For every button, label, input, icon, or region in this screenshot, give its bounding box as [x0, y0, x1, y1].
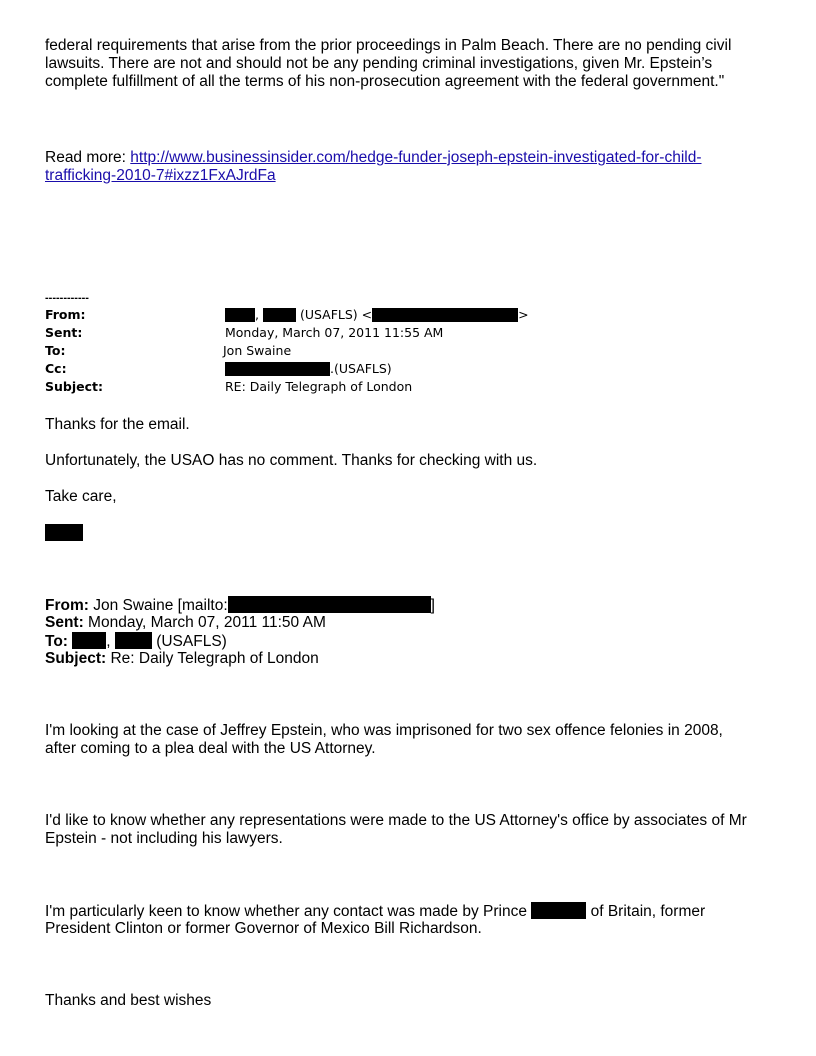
read-more-line-1	[45, 149, 702, 167]
original-to-label: To:	[45, 633, 68, 650]
reply-from-label: From:	[45, 307, 86, 322]
original-from-close: ]	[430, 597, 435, 614]
original-body-p3-line-2: President Clinton or former Governor of Mexico Bill Richardson.	[45, 920, 482, 937]
reply-from-value	[225, 306, 529, 324]
reply-to-label: To:	[45, 343, 66, 358]
reply-cc-org: .(USAFLS)	[330, 361, 392, 376]
reply-sent-value: Monday, March 07, 2011 11:55 AM	[225, 325, 444, 340]
reply-cc-label: Cc:	[45, 361, 67, 376]
reply-from-close: >	[518, 307, 529, 322]
original-subject-row	[45, 650, 319, 668]
original-body-closing: Thanks and best wishes	[45, 992, 212, 1009]
intro-line-2: lawsuits. There are not and should not be any pending criminal investigations, given Mr. Epstein’s	[45, 55, 713, 72]
original-to-comma: ,	[106, 633, 111, 650]
redaction-box	[225, 362, 330, 376]
reply-sent-row	[45, 324, 745, 342]
reply-from-row	[45, 306, 745, 324]
original-to-org: (USAFLS)	[151, 633, 227, 650]
original-subject-label: Subject:	[45, 650, 107, 667]
original-body-p1-line-1: I'm looking at the case of Jeffrey Epstein, who was imprisoned for two sex offence felonies in 2008,	[45, 722, 723, 739]
header-separator: ------------	[45, 292, 89, 304]
reply-cc-row	[45, 360, 745, 378]
reply-from-comma: ,	[255, 307, 259, 322]
read-more-link-continued[interactable]: trafficking-2010-7#ixzz1FxAJrdFa	[45, 167, 276, 184]
original-to-row	[45, 632, 227, 651]
original-sent-label: Sent:	[45, 614, 84, 631]
original-from-label: From:	[45, 597, 89, 614]
reply-subject-label: Subject:	[45, 379, 103, 394]
reply-sent-label: Sent:	[45, 325, 83, 340]
reply-subject-value: RE: Daily Telegraph of London	[225, 379, 413, 394]
original-sent-row	[45, 614, 326, 632]
intro-line-3: complete fulfillment of all the terms of his non-prosecution agreement with the federal government."	[45, 73, 725, 90]
original-body-p3-after: of Britain, former	[586, 903, 706, 920]
original-sent-value: Monday, March 07, 2011 11:50 AM	[83, 614, 326, 631]
original-body-p2-line-2: Epstein - not including his lawyers.	[45, 830, 283, 847]
reply-body-line-1: Thanks for the email.	[45, 416, 190, 433]
redaction-box	[225, 308, 255, 322]
original-body-p1-line-2: after coming to a plea deal with the US Attorney.	[45, 740, 376, 757]
original-body-p2-line-1: I'd like to know whether any representations were made to the US Attorney's office by associates of Mr	[45, 812, 747, 829]
redaction-box	[263, 308, 296, 322]
intro-line-1: federal requirements that arise from the prior proceedings in Palm Beach. There are no pending civil	[45, 37, 732, 54]
reply-subject-row	[45, 378, 745, 396]
original-subject-value: Re: Daily Telegraph of London	[106, 650, 319, 667]
read-more-line-2	[45, 167, 276, 185]
original-from-row	[45, 596, 435, 615]
original-from-value: Jon Swaine [mailto:	[88, 597, 228, 614]
redaction-box	[115, 632, 152, 649]
redaction-box	[531, 902, 586, 919]
reply-body-line-2: Unfortunately, the USAO has no comment. Thanks for checking with us.	[45, 452, 538, 469]
reply-body-line-3: Take care,	[45, 488, 117, 505]
reply-cc-value	[225, 360, 392, 378]
reply-to-row	[45, 342, 745, 360]
original-body-p3-before: I'm particularly keen to know whether any contact was made by Prince	[45, 903, 532, 920]
read-more-label: Read more:	[45, 149, 131, 166]
redaction-box	[72, 632, 106, 649]
read-more-link[interactable]: http://www.businessinsider.com/hedge-funder-joseph-epstein-investigated-for-child-	[130, 149, 702, 166]
reply-to-value: Jon Swaine	[223, 343, 292, 358]
reply-from-org: (USAFLS) <	[299, 307, 373, 322]
original-body-p3-line-1	[45, 902, 705, 921]
redaction-box	[228, 596, 431, 613]
signature-redaction	[45, 524, 83, 541]
redaction-box	[372, 308, 518, 322]
